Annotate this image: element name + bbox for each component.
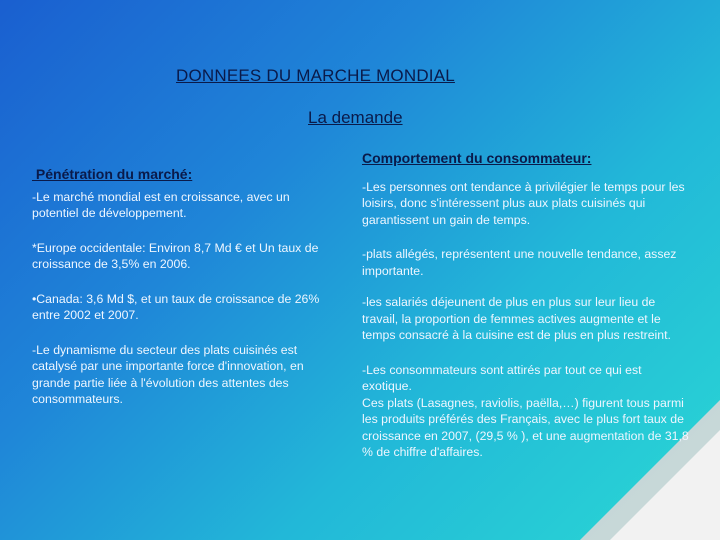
consumer-behaviour-heading: Comportement du consommateur: <box>362 150 592 166</box>
left-column <box>32 166 322 408</box>
right-paragraph: -les salariés déjeunent de plus en plus sur leur lieu de travail, la proportion de femmes actives augmente et le temps consacré à la cuisine est de plus en plus restreint. <box>362 295 671 342</box>
right-paragraph: -Les personnes ont tendance à privilégier le temps pour les loisirs, donc s'intéressent plus aux plats cuisinés qui garantissent un gain de temps. <box>362 179 685 227</box>
right-column <box>362 150 692 461</box>
slide-title: DONNEES DU MARCHE MONDIAL <box>176 66 455 85</box>
right-paragraph: -Les consommateurs sont attirés par tout ce qui est exotique. <box>362 362 642 393</box>
left-paragraph: -Le marché mondial est en croissance, avec un potentiel de développement. <box>32 189 290 220</box>
right-paragraph: Ces plats (Lasagnes, raviolis, paëlla,…) figurent tous parmi les produits préférés des Français, avec le plus fort taux de croissance en 2007, (29,5 % ), et une augmentation de 31,8 % de chiffre d'affaires. <box>362 395 689 459</box>
slide-subtitle: La demande <box>308 108 403 127</box>
market-penetration-heading: Pénétration du marché: <box>32 166 193 182</box>
left-paragraph: -Le dynamisme du secteur des plats cuisinés est catalysé par une importante force d'innovation, en grande partie liée à l'évolution des attentes des consommateurs. <box>32 342 304 406</box>
right-paragraph: -plats allégés, représentent une nouvelle tendance, assez importante. <box>362 247 677 278</box>
left-paragraph: •Canada: 3,6 Md $, et un taux de croissance de 26% entre 2002 et 2007. <box>32 291 320 322</box>
left-paragraph: *Europe occidentale: Environ 8,7 Md € et Un taux de croissance de 3,5% en 2006. <box>32 240 319 271</box>
